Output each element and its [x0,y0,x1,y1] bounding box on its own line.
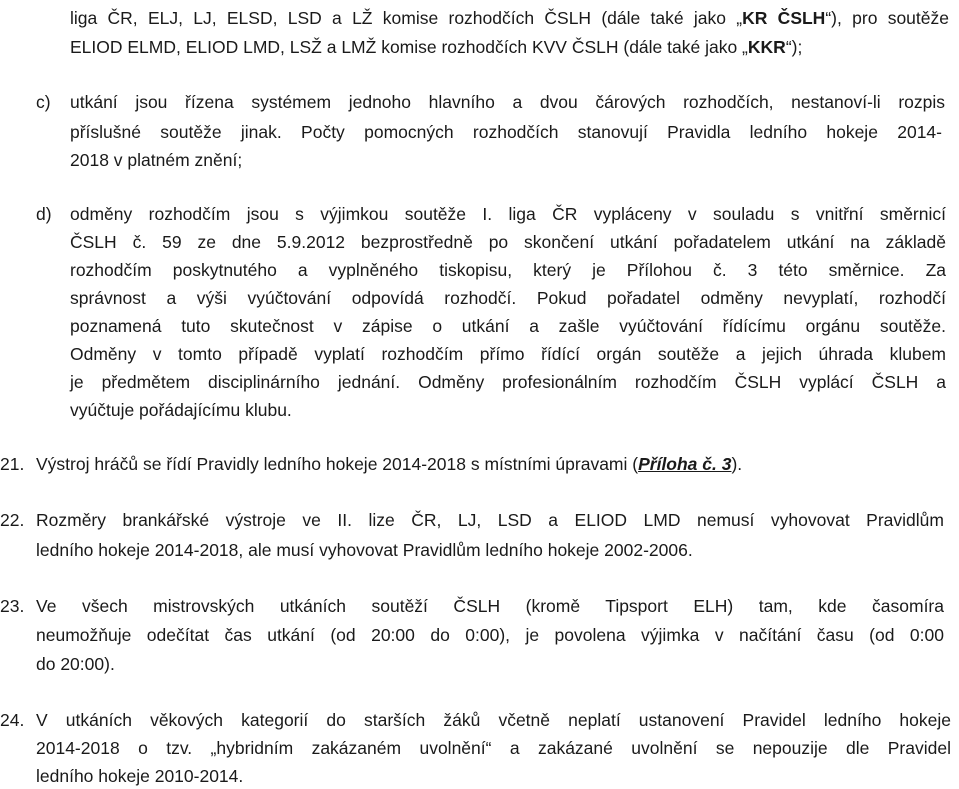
item-24-line: 2014-2018 o tzv. „hybridním zakázaném uvolnění“ a zakázané uvolnění se nepouzije dle Pravidel [36,738,951,758]
item-22-line: Rozměry brankářské výstroje ve II. lize ČR, LJ, LSD a ELIOD LMD nemusí vyhovovat Pravidlům [36,510,944,530]
intro-line-2 [70,35,802,59]
item-d-line: poznamená tuto skutečnost v zápise o utkání a zašle vyúčtování řídícímu orgánu soutěže. [70,316,946,336]
intro-text: liga ČR, ELJ, LJ, ELSD, LSD a LŽ komise rozhodčích ČSLH (dále také jako „ [70,8,743,28]
item-23-line: neumožňuje odečítat čas utkání (od 20:00 do 0:00), je povolena výjimka v načítání času (od 0:00 [36,625,944,645]
item-24-number: 24. [0,710,25,730]
intro-text: “), pro soutěže [825,8,949,28]
item-c-line: utkání jsou řízena systémem jednoho hlavního a dvou čárových rozhodčích, nestanoví-li rozpis [70,92,945,112]
item-24-line: ledního hokeje 2010-2014. [36,766,244,786]
item-d-line: vyúčtuje pořádajícímu klubu. [70,400,292,420]
item-d-label: d) [36,204,52,224]
item-d-line: rozhodčím poskytnutého a vyplněného tiskopisu, který je Přílohou č. 3 této směrnice. Za [70,260,946,280]
item-c-label: c) [36,92,51,112]
item-d-line: odměny rozhodčím jsou s výjimkou soutěže I. liga ČR vypláceny v souladu s vnitřní směrnicí [70,204,946,224]
item-24-line: V utkáních věkových kategorií do starších žáků včetně neplatí ustanovení Pravidel ledního hokeje [36,710,951,730]
item-d-line: je předmětem disciplinárního jednání. Odměny profesionálním rozhodčím ČSLH vyplácí ČSLH a [70,372,946,392]
intro-text: “); [785,37,803,57]
kr-cslh-abbrev: KR ČSLH [742,8,826,28]
item-23-number: 23. [0,596,25,616]
kkr-abbrev: KKR [747,37,786,57]
item-21-tail: ). [731,454,743,474]
item-23-line: do 20:00). [36,654,115,674]
item-d-line: Odměny v tomto případě vyplatí rozhodčím přímo řídící orgán soutěže a jejich úhrada klubem [70,344,946,364]
item-21-number: 21. [0,454,25,474]
item-22-number: 22. [0,510,25,530]
item-c-line: 2018 v platném znění; [70,150,243,170]
item-23-line: Ve všech mistrovských utkáních soutěží ČSLH (kromě Tipsport ELH) tam, kde časomíra [36,596,944,616]
item-21-line [36,452,742,476]
item-d-line: správnost a výši vyúčtování odpovídá rozhodčí. Pokud pořadatel odměny nevyplatí, rozhodčí [70,288,946,308]
intro-text: ELIOD ELMD, ELIOD LMD, LSŽ a LMŽ komise rozhodčích KVV ČSLH (dále také jako „ [70,37,748,57]
item-21-text: Výstroj hráčů se řídí Pravidly ledního hokeje 2014-2018 s místními úpravami ( [36,454,639,474]
item-c-line: příslušné soutěže jinak. Počty pomocných rozhodčích stanovují Pravidla ledního hokeje 2014- [70,122,942,142]
intro-line-1 [70,6,949,30]
item-d-line: ČSLH č. 59 ze dne 5.9.2012 bezprostředně po skončení utkání pořadatelem utkání na základě [70,232,946,252]
item-22-line: ledního hokeje 2014-2018, ale musí vyhovovat Pravidlům ledního hokeje 2002-2006. [36,540,693,560]
attachment-reference: Příloha č. 3 [638,454,732,474]
